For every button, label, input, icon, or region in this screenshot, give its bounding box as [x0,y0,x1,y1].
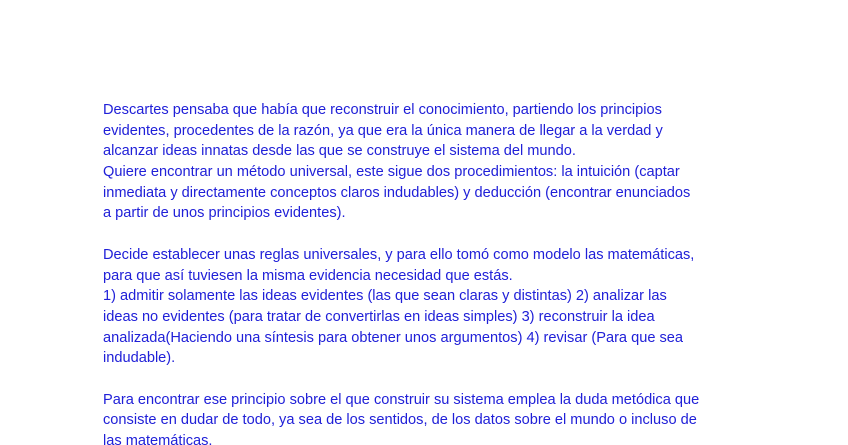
text-line: Para encontrar ese principio sobre el que construir su sistema emplea la duda metódica que [103,391,700,408]
text-line: para que así tuviesen la misma evidencia necesidad que estás. [103,267,513,284]
text-line: alcanzar ideas innatas desde las que se construye el sistema del mundo. [103,143,576,160]
text-line: 1) admitir solamente las ideas evidentes (las que sean claras y distintas) 2) analizar las [103,288,667,305]
text-line: Descartes pensaba que había que reconstruir el conocimiento, partiendo los principios [103,102,662,118]
text-line: Quiere encontrar un método universal, este sigue dos procedimientos: la intuición (captar [103,164,680,181]
paragraph-2 [103,245,803,369]
text-line: indudable). [103,350,176,367]
text-line: evidentes, procedentes de la razón, ya que era la única manera de llegar a la verdad y [103,122,663,139]
text-line: consiste en dudar de todo, ya sea de los sentidos, de los datos sobre el mundo o incluso de [103,412,697,429]
document-body [103,100,803,445]
text-line: ideas no evidentes (para tratar de convertirlas en ideas simples) 3) reconstruir la idea [103,308,655,325]
paragraph-spacer [103,369,803,390]
paragraph-3 [103,390,803,445]
paragraph-spacer [103,224,803,245]
text-line: las matemáticas. [103,433,213,445]
text-line: analizada(Haciendo una síntesis para obtener unos argumentos) 4) revisar (Para que sea [103,329,684,346]
text-line: a partir de unos principios evidentes). [103,205,346,222]
text-line: Decide establecer unas reglas universales, y para ello tomó como modelo las matemáticas, [103,246,695,263]
paragraph-1 [103,100,803,224]
text-line: inmediata y directamente conceptos claros indudables) y deducción (encontrar enunciados [103,184,691,201]
